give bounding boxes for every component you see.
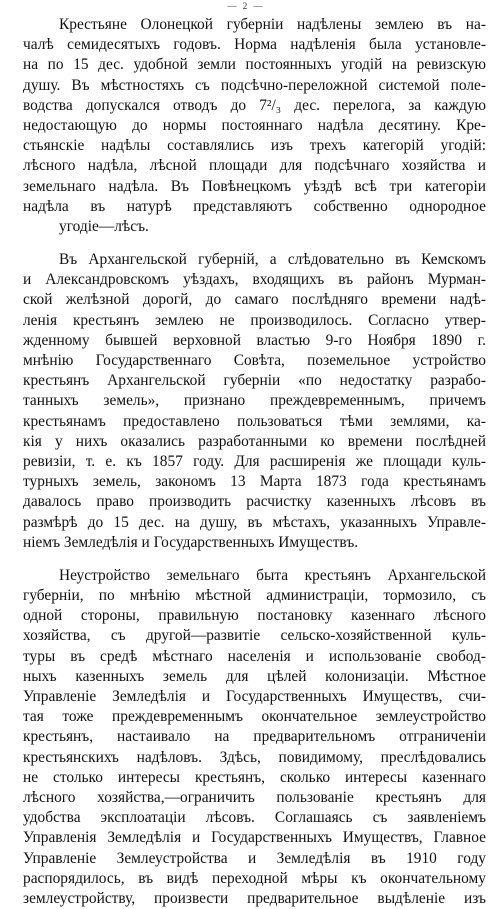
text-line: танныхъ земель», признано преждевременнымъ, причемъ: [23, 392, 486, 410]
text-line: душу. Въ мѣстностяхъ съ подсѣчно-переложной системой поле-: [23, 76, 486, 94]
text-line: распорядилось, въ видѣ переходной мѣры къ окончательному: [23, 869, 486, 887]
text-line: тая тоже преждевременнымъ окончательное землеустройство: [23, 708, 486, 726]
text-line: недостающую до нормы постояннаго надѣла десятину. Кре-: [23, 116, 486, 134]
text-line: Крестьяне Олонецкой губерніи надѣлены землею въ на-: [59, 16, 486, 33]
document-body: [23, 15, 486, 909]
text-line: ревизіи, т. е. къ 1857 году. Для расширенія же площади куль-: [23, 452, 486, 470]
text-line: Управленіе Земледѣлія и Государственныхъ Имуществъ, счи-: [23, 688, 486, 705]
text-line: лѣсного хозяйства,—ограничить пользованіе крестьянъ для: [23, 788, 486, 806]
text-line: туры въ средѣ мѣстнаго населенія и использованіе свобод-: [23, 647, 486, 665]
paragraph-gap: [23, 553, 486, 566]
text-line: крестьянамъ предоставлено пользоваться тѣми землями, ка-: [23, 412, 486, 430]
text-line: хозяйства, съ другой—развитіе сельско-хозяйственной куль-: [23, 627, 486, 645]
text-line: крестьянъ Архангельской губерніи «по недостатку разрабо-: [23, 372, 486, 390]
paragraph-olonets-allotments: [23, 15, 486, 237]
text-line: размѣрѣ до 15 дес. на душу, въ мѣстахъ, указанныхъ Управле-: [23, 513, 486, 531]
text-line: угодіе—лѣсъ.: [59, 217, 149, 235]
text-line: удобства эксплоатаціи лѣсовъ. Соглашаясь съ заявленіемъ: [23, 809, 486, 827]
text-line: водства допускался отводъ до 7²/₃ дес. перелога, за каждую: [23, 96, 486, 114]
page-number: — 2 —: [227, 1, 265, 11]
text-line: Управленіе Землеустройства и Земледѣлія въ 1910 году: [23, 849, 486, 867]
text-line: крестьянъ, настаивало на предварительномъ отграниченіи: [23, 728, 486, 746]
text-line: лѣсного надѣла, лѣсной площади для подсѣчнаго хозяйства и: [23, 157, 486, 175]
text-line: жденному бывшей верховной властью 9-го Ноября 1890 г.: [23, 331, 486, 349]
text-line: Въ Архангельской губерній, а слѣдовательно въ Кемскомъ: [59, 251, 486, 269]
text-line: чалѣ семидесятыхъ годовъ. Норма надѣленія была установле-: [23, 36, 486, 54]
paragraph-land-disorder: [23, 566, 486, 909]
text-line: давалось право производить расчистку казенныхъ лѣсовъ въ: [23, 493, 486, 511]
paragraph-gap: [23, 237, 486, 250]
text-line: кія у нихъ оказались разработанными ко времени послѣдней: [23, 432, 486, 450]
text-line: земельнаго надѣла. Въ Повѣнецкомъ уѣздѣ всѣ три категоріи: [23, 177, 486, 195]
text-line: турныхъ земель, закономъ 13 Марта 1873 года крестьянамъ: [23, 473, 486, 491]
text-line: ленія крестьянъ землею не производилось. Согласно утвер-: [23, 311, 486, 329]
text-line: не столько интересы крестьянъ, сколько интересы казеннаго: [23, 768, 486, 786]
text-line: крестьянскихъ надѣловъ. Здѣсь, повидимому, преслѣдовались: [23, 748, 486, 766]
text-line: ской желѣзной дорогй, до самаго послѣдняго времени надѣ-: [23, 291, 486, 309]
text-line: надѣла въ натурѣ представляютъ собственно однородное: [23, 197, 486, 215]
text-line: мнѣнію Государственнаго Совѣта, поземельное устройство: [23, 352, 486, 369]
text-line: землеустройству, произвести предварительное выдѣленіе изъ: [23, 889, 486, 907]
text-line: губерніи, по мнѣнію мѣстной администраціи, тормозило, съ: [23, 587, 486, 605]
text-line: Неустройство земельнаго быта крестьянъ Архангельской: [59, 566, 486, 584]
text-line: и Александровскомъ уѣздахъ, входящихъ въ районъ Мурман-: [23, 271, 486, 289]
text-line: ніемъ Земледѣлія и Государственныхъ Имуществъ.: [23, 533, 359, 551]
paragraph-arkhangelsk-land: [23, 250, 486, 553]
text-line: стьянскіе надѣлы составлялись изъ трехъ категорій угодій:: [23, 137, 486, 155]
text-line: Управленія Земледѣлія и Государственныхъ Имуществъ, Главное: [23, 829, 486, 847]
text-line: на по 15 дес. удобной земли постоянныхъ угодій на ревизскую: [23, 56, 486, 74]
text-line: одной стороны, правильную постановку казеннаго лѣсного: [23, 607, 486, 625]
text-line: ныхъ казенныхъ земель для цѣлей колонизаціи. Мѣстное: [23, 667, 486, 685]
